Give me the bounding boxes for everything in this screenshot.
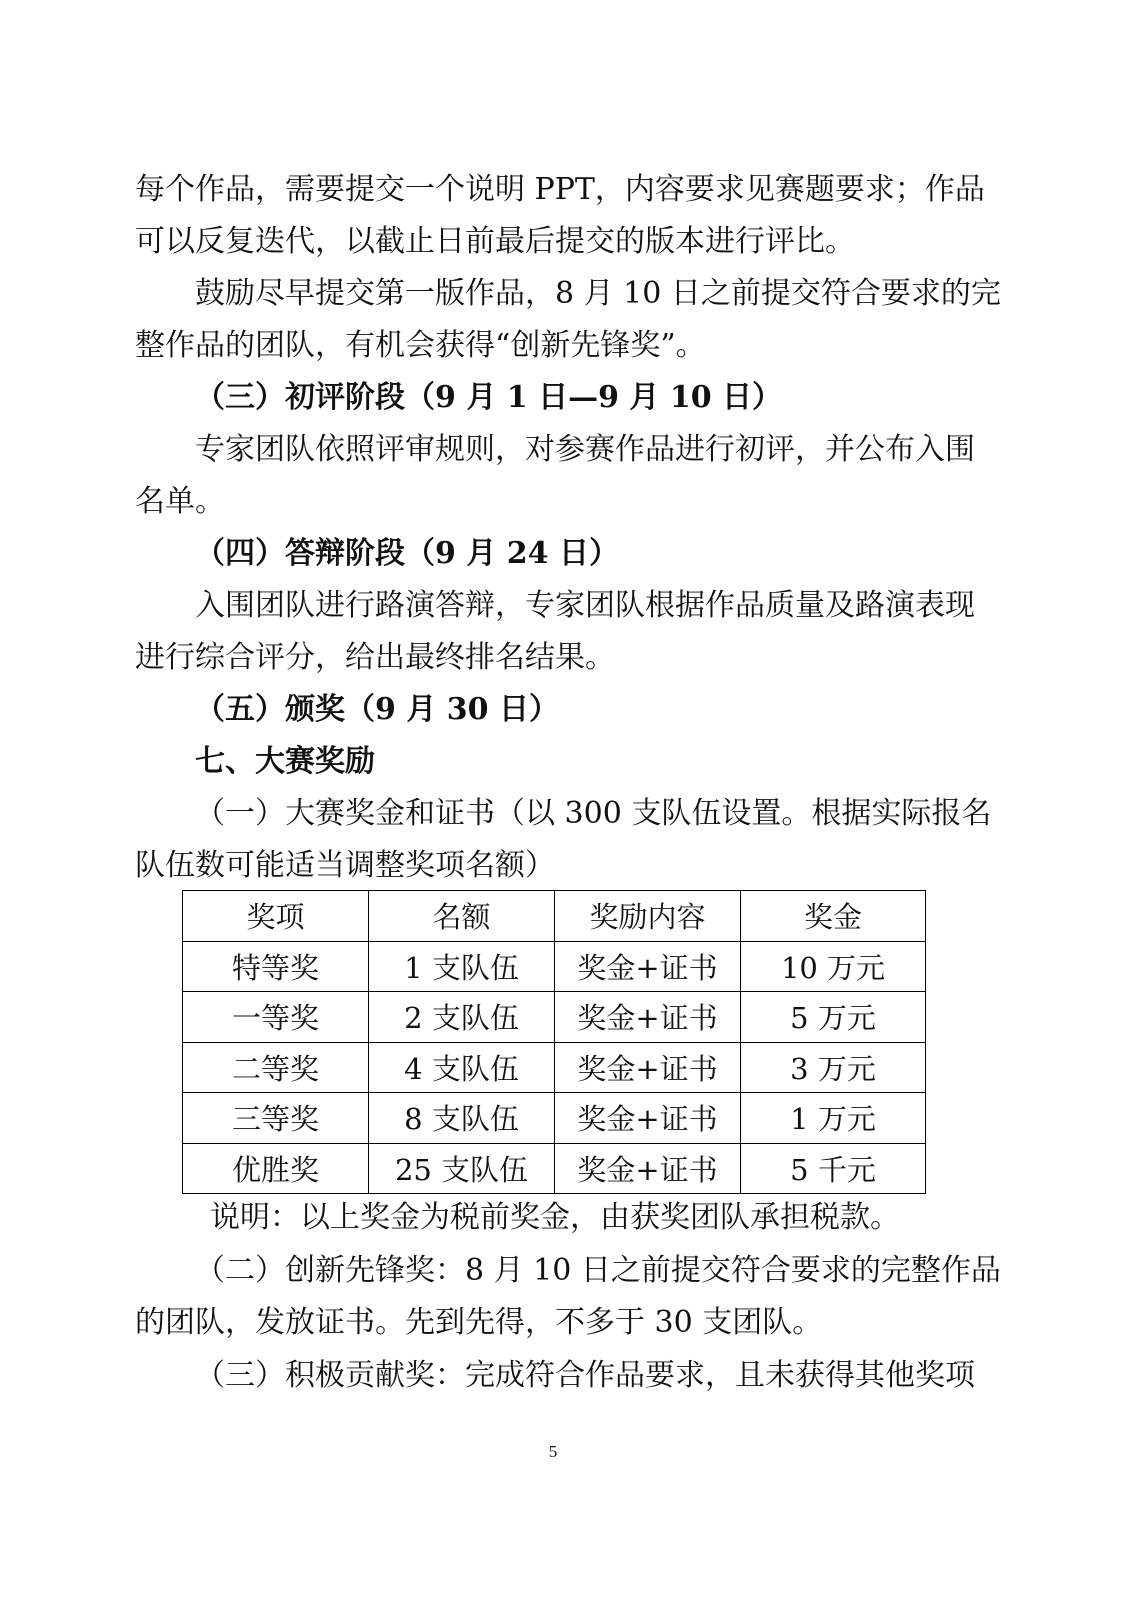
table-cell: 奖金+证书 [555, 1042, 741, 1093]
table-header-cell: 奖金 [741, 891, 926, 942]
table-cell: 奖金+证书 [555, 992, 741, 1043]
paragraph-innovation-line-2: 的团队，发放证书。先到先得，不多于 30 支团队。 [135, 1305, 823, 1340]
table-cell: 1 万元 [741, 1093, 926, 1144]
prize-table [182, 890, 926, 1194]
paragraph-defense-line-1: 入围团队进行路演答辩，专家团队根据作品质量及路演表现 [195, 588, 975, 623]
table-cell: 25 支队伍 [369, 1143, 555, 1194]
table-row [183, 1042, 926, 1093]
body-text-lower [135, 1192, 1001, 1402]
paragraph-prize-line-1: （一）大赛奖金和证书（以 300 支队伍设置。根据实际报名 [195, 796, 992, 831]
paragraph-innovation-line-1: （二）创新先锋奖：8 月 10 日之前提交符合要求的完整作品 [195, 1252, 1001, 1288]
table-cell: 2 支队伍 [369, 992, 555, 1043]
table-header-row [183, 891, 926, 942]
section-title-rewards: 七、大赛奖励 [195, 744, 375, 779]
paragraph-prize-line-2: 队伍数可能适当调整奖项名额） [135, 848, 555, 883]
table-cell: 3 万元 [741, 1042, 926, 1093]
table-cell: 三等奖 [183, 1093, 369, 1144]
table-cell: 10 万元 [741, 941, 926, 992]
table-note: 说明：以上奖金为税前奖金，由获奖团队承担税款。 [210, 1200, 900, 1235]
table-cell: 一等奖 [183, 992, 369, 1043]
body-text-upper [135, 164, 1001, 892]
table-cell: 奖金+证书 [555, 941, 741, 992]
paragraph-ppt-line-2: 可以反复迭代，以截止日前最后提交的版本进行评比。 [135, 224, 855, 259]
paragraph-contribution-line-1: （三）积极贡献奖：完成符合作品要求，且未获得其他奖项 [195, 1357, 975, 1393]
page-number: 5 [548, 1442, 558, 1461]
table-header-cell: 名额 [369, 891, 555, 942]
table-cell: 1 支队伍 [369, 941, 555, 992]
table-cell: 8 支队伍 [369, 1093, 555, 1144]
table-cell: 5 万元 [741, 992, 926, 1043]
table-cell: 奖金+证书 [555, 1093, 741, 1144]
table-header-cell: 奖项 [183, 891, 369, 942]
table-cell: 奖金+证书 [555, 1143, 741, 1194]
table-header-cell: 奖励内容 [555, 891, 741, 942]
heading-preliminary-review: （三）初评阶段（9 月 1 日—9 月 10 日） [195, 380, 783, 415]
table-row [183, 1093, 926, 1144]
paragraph-defense-line-2: 进行综合评分，给出最终排名结果。 [135, 640, 615, 675]
paragraph-preliminary-line-2: 名单。 [135, 484, 225, 519]
paragraph-encourage-line-1: 鼓励尽早提交第一版作品，8 月 10 日之前提交符合要求的完 [195, 276, 1001, 311]
table-cell: 特等奖 [183, 941, 369, 992]
table-cell: 5 千元 [741, 1143, 926, 1194]
table-row [183, 992, 926, 1043]
heading-award-ceremony: （五）颁奖（9 月 30 日） [195, 692, 559, 727]
paragraph-ppt-line-1: 每个作品，需要提交一个说明 PPT，内容要求见赛题要求；作品 [135, 172, 985, 207]
heading-defense: （四）答辩阶段（9 月 24 日） [195, 536, 619, 571]
paragraph-encourage-line-2: 整作品的团队，有机会获得“创新先锋奖”。 [135, 328, 706, 363]
table-row [183, 941, 926, 992]
table-cell: 二等奖 [183, 1042, 369, 1093]
table-row [183, 1143, 926, 1194]
paragraph-preliminary-line-1: 专家团队依照评审规则，对参赛作品进行初评，并公布入围 [195, 432, 975, 467]
table-cell: 优胜奖 [183, 1143, 369, 1194]
table-cell: 4 支队伍 [369, 1042, 555, 1093]
